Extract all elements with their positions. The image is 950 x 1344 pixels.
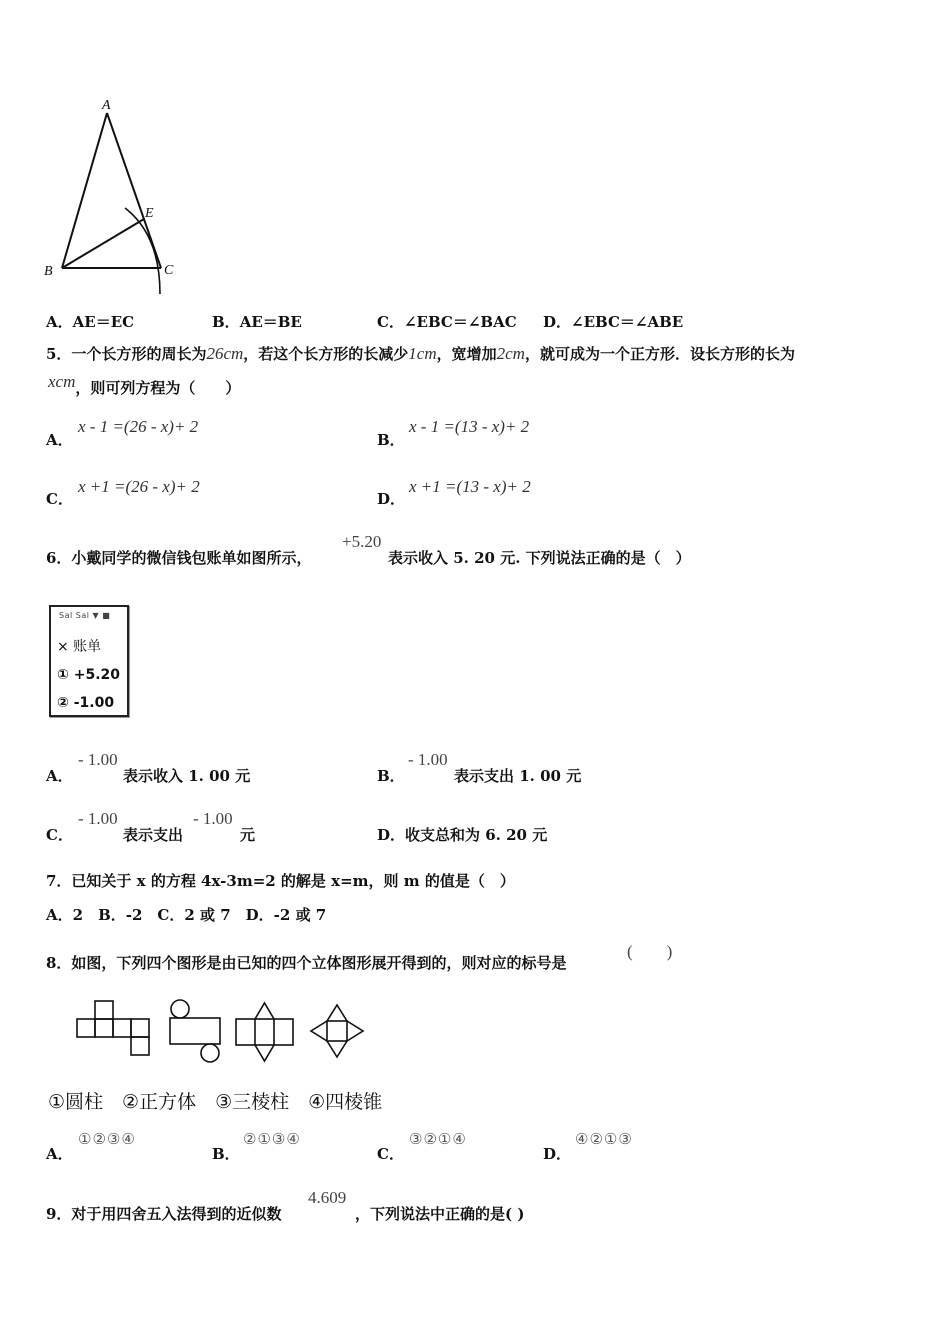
q6-value: +5.20 [342,532,382,551]
q8-option-a-seq: ①②③④ [78,1130,136,1148]
q5-option-c-letter: C． [46,490,73,508]
q6-option-c-text: 表示支出 [123,826,184,844]
q6-option-c-math: - 1.00 [78,809,118,828]
q5-decrease: 1cm [408,344,437,363]
q8-option-a-letter: A． [46,1145,73,1163]
q5-stem-part4: ，就可成为一个正方形．设长方形的长为 [524,345,795,363]
q6-option-a-letter: A． [46,767,73,785]
bill-row-expense: ② -1.00 [57,695,115,711]
q4-option-a-text: AE＝EC [72,313,135,331]
q7-options: A．2 B．-2 C．2 或 7 D．-2 或 7 [46,906,327,924]
q9-stem-part2: ，下列说法中正确的是( ) [355,1205,525,1223]
q8-paren: ( ) [627,942,673,961]
phone-status-bar: Sal Sal ▼ ■ [59,611,111,620]
q4-option-b-text: AE＝BE [239,313,302,331]
q5-option-b-equation: x - 1 =(13 - x)+ 2 [409,417,530,436]
q8-option-d-seq: ④②①③ [575,1130,633,1148]
label-c: C [164,263,174,278]
bill-title: × 账单 [57,639,102,655]
triangular-prism-net [236,1003,293,1061]
label-b: B [44,264,53,279]
q4-option-b-letter: B． [212,313,240,331]
q4-option-c-text: ∠EBC＝∠BAC [403,313,517,331]
q6-option-c-math2: - 1.00 [193,809,233,828]
cube-net [77,1001,149,1055]
q6-option-c-letter: C． [46,826,73,844]
q5-stem-part3: ，宽增加 [436,345,497,363]
nets-figure [70,997,375,1067]
q8-option-c-letter: C． [377,1145,404,1163]
q6-stem-part1: 6．小戴同学的微信钱包账单如图所示， [46,549,312,567]
square-pyramid-net [311,1005,363,1057]
q5-option-a-letter: A． [46,431,73,449]
q5-option-c-equation: x +1 =(26 - x)+ 2 [78,477,200,496]
q4-option-b [212,311,302,332]
q6-option-d-text: 收支总和为 6. 20 元 [405,826,548,844]
q6-option-b-letter: B． [377,767,405,785]
q6-option-b-math: - 1.00 [408,750,448,769]
q5-stem-line1 [46,343,795,364]
q5-stem-part1: 5．一个长方形的周长为 [46,345,207,363]
q8-option-b-letter: B． [212,1145,240,1163]
cylinder-net [170,1000,220,1062]
q5-option-d-letter: D． [377,490,406,508]
q6-option-a-math: - 1.00 [78,750,118,769]
q4-option-c-letter: C． [377,313,404,331]
q5-option-d-equation: x +1 =(13 - x)+ 2 [409,477,531,496]
q5-stem-part2: ，若这个长方形的长减少 [243,345,409,363]
q8-solids-list: ①圆柱 ②正方体 ③三棱柱 ④四棱锥 [48,1091,383,1113]
q9-value: 4.609 [308,1188,347,1207]
q5-stem-part5: ，则可列方程为（ ） [75,379,241,397]
q5-increase: 2cm [496,344,525,363]
q7-stem: 7．已知关于 x 的方程 4x-3m=2 的解是 x=m，则 m 的值是（ ） [46,872,515,890]
q5-length: xcm [48,372,76,391]
side-ac [107,113,161,268]
q9-stem-part1: 9．对于用四舍五入法得到的近似数 [46,1205,282,1223]
q4-option-a [46,311,134,332]
label-e: E [145,206,154,221]
label-a: A [102,98,111,113]
q4-option-c [377,311,517,332]
q4-option-a-letter: A． [46,313,73,331]
q6-option-b-text: 表示支出 1. 00 元 [454,767,582,785]
q4-option-d-text: ∠EBC＝∠ABE [571,313,684,331]
q6-option-d-letter: D． [377,826,406,844]
q4-option-d-letter: D． [543,313,572,331]
q5-stem-line2 [48,372,241,398]
q8-option-d-letter: D． [543,1145,572,1163]
q8-option-b-seq: ②①③④ [243,1130,301,1148]
q6-option-d [377,824,547,845]
q8-option-c-seq: ③②①④ [409,1130,467,1148]
q6-stem-part2: 表示收入 5. 20 元. 下列说法正确的是（ ） [388,549,691,567]
q5-option-b-letter: B． [377,431,405,449]
q6-option-a-text: 表示收入 1. 00 元 [123,767,251,785]
q6-option-c-text2: 元 [240,826,256,844]
q5-perimeter: 26cm [206,344,244,363]
q8-stem: 8．如图，下列四个图形是由已知的四个立体图形展开得到的，则对应的标号是 [46,954,567,972]
wallet-bill-screenshot [49,605,129,717]
triangle-figure [40,95,190,300]
q5-option-a-equation: x - 1 =(26 - x)+ 2 [78,417,199,436]
q4-option-d [543,311,683,332]
bill-row-income: ① +5.20 [57,667,120,683]
